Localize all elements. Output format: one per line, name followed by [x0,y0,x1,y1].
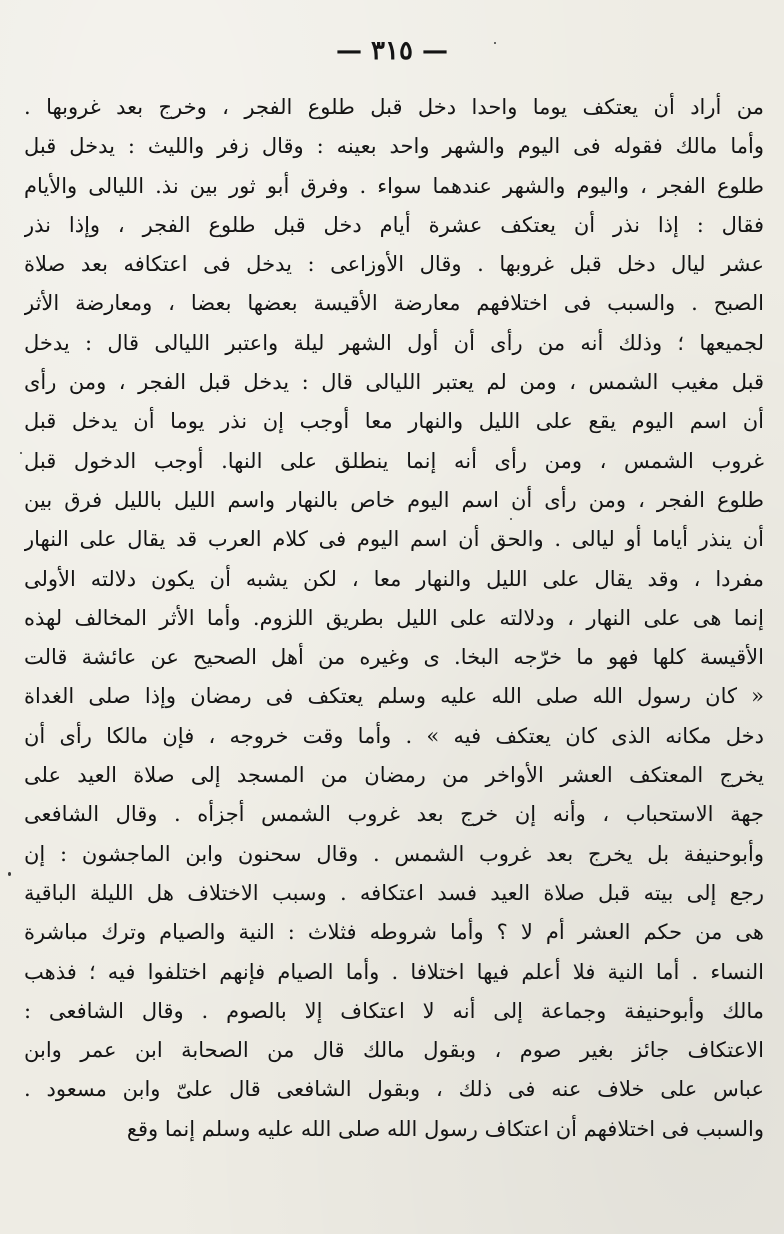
text-line: جهة الاستحباب ، وأنه إن خرج بعد غروب الشمس أجزأه . وقال الشافعى [24,802,764,827]
text-line: طلوع الفجر ، واليوم والشهر عندهما سواء . وفرق أبو ثور بين نذ. الليالى والأيام [24,173,764,198]
text-line: لجميعها ؛ وذلك أنه من رأى أن أول الشهر ليلة واعتبر الليالى قال : يدخل [24,330,764,355]
text-line: الأقيسة كلها فهو ما خرّجه البخا. ى وغيره من أهل الصحيح عن عائشة قالت [24,645,764,670]
text-line: وأما مالك فقوله فى اليوم والشهر واحد بعينه : وقال زفر والليث : يدخل قبل [24,134,764,159]
text-line: أن ينذر أياما أو ليالى . والحق أن اسم اليوم فى كلام العرب قد يقال على النهار [24,527,764,552]
text-line: دخل مكانه الذى كان يعتكف فيه » . وأما وقت خروجه ، فإن مالكا رأى أن [24,723,764,748]
text-line: يخرج المعتكف العشر الأواخر من رمضان من المسجد إلى صلاة العيد على [24,763,764,788]
text-line: رجع إلى بيته قبل صلاة العيد فسد اعتكافه . وسبب الاختلاف هل الليلة الباقية [24,880,764,905]
text-line: النساء . أما النية فلا أعلم فيها اختلافا . وأما الصيام فإنهم اختلفوا فيه ؛ فذهب [24,959,764,984]
text-line: « كان رسول الله صلى الله عليه وسلم يعتكف فى رمضان وإذا صلى الغداة [24,684,764,709]
text-line: هى من حكم العشر أم لا ؟ وأما شروطه فثلاث : النية والصيام وترك مباشرة [24,920,764,945]
text-line: مالك وأبوحنيفة وجماعة إلى أنه لا اعتكاف إلا بالصوم . وقال الشافعى : [24,998,764,1023]
text-line: إنما هى على النهار ، ودلالته على الليل بطريق اللزوم. وأما الأثر المخالف لهذه [24,605,764,630]
text-line: وأبوحنيفة بل يخرج بعد غروب الشمس . وقال سحنون وابن الماجشون : إن [24,841,764,866]
text-line: عشر ليال دخل قبل غروبها . وقال الأوزاعى : يدخل فى اعتكافه بعد صلاة [24,252,764,277]
scan-speck [494,42,496,44]
scan-speck [8,872,11,876]
text-line: طلوع الفجر ، ومن رأى أن اسم اليوم خاص بالنهار واسم الليل بالليل فرق بين [24,487,764,512]
text-line: غروب الشمس ، ومن رأى أنه إنما ينطلق على النها. أوجب الدخول قبل [24,448,764,473]
text-line: الاعتكاف جائز بغير صوم ، وبقول مالك قال من الصحابة ابن عمر وابن [24,1038,764,1063]
scan-speck [20,452,22,454]
text-line: أن اسم اليوم يقع على الليل والنهار معا أوجب إن نذر يوما أن يدخل قبل [24,409,764,434]
page-number: — ٣١٥ — [335,36,449,66]
text-line: الصبح . والسبب فى اختلافهم معارضة الأقيسة بعضها بعضا ، ومعارضة الأثر [24,291,764,316]
text-line: من أراد أن يعتكف يوما واحدا دخل قبل طلوع الفجر ، وخرج بعد غروبها . [24,95,764,119]
text-line: عباس على خلاف عنه فى ذلك ، وبقول الشافعى قال علىّ وابن مسعود . [24,1077,764,1102]
body-text [24,88,764,1149]
text-line: والسبب فى اختلافهم أن اعتكاف رسول الله صلى الله عليه وسلم إنما وقع [126,1116,764,1141]
text-line: قبل مغيب الشمس ، ومن لم يعتبر الليالى قال : يدخل قبل الفجر ، ومن رأى [24,370,764,395]
scan-speck [510,518,512,520]
text-line: مفردا ، وقد يقال على الليل والنهار معا ، لكن يشبه أن يكون دلالته الأولى [24,566,764,591]
text-line: فقال : إذا نذر أن يعتكف عشرة أيام دخل قبل طلوع الفجر ، وإذا نذر [24,212,764,237]
